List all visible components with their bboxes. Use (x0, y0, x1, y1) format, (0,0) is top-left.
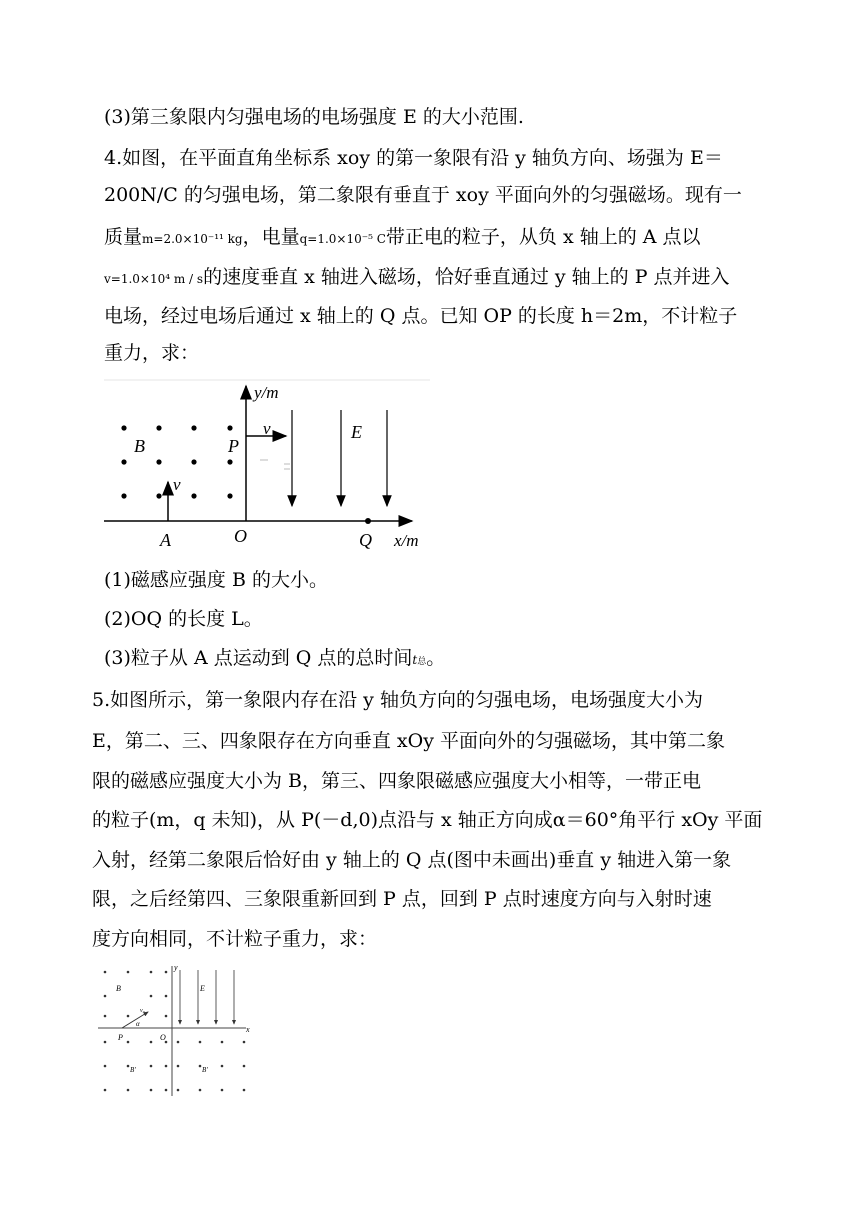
label-q: Q (359, 530, 372, 550)
q4-figure (100, 378, 430, 558)
q3-part3-text: (3)第三象限内匀强电场的电场强度 E 的大小范围. (104, 106, 524, 128)
q5-line-6: 限，之后经第四、三象限重新回到 P 点，回到 P 点时速度方向与入射时速 (92, 888, 712, 910)
q4-line-4 (104, 262, 730, 294)
fig2-x-label: x (246, 1025, 250, 1034)
q4-charge-value: q=1.0×10⁻⁵ C (299, 232, 386, 246)
q4-line-3-rest: 带正电的粒子，从负 x 轴上的 A 点以 (385, 226, 701, 248)
label-v-a: v (173, 475, 181, 494)
q5-figure (94, 960, 260, 1100)
q4-line-6: 重力，求： (104, 342, 200, 364)
fig2-v0-label: v₀ (140, 1008, 145, 1014)
point-q (365, 518, 371, 524)
q4-charge-label: ，电量 (242, 226, 300, 248)
q4-mass-label: 质量 (104, 226, 143, 248)
q4-sub-3-text: (3)粒子从 A 点运动到 Q 点的总时间 (104, 647, 413, 669)
q4-line-4-rest: 的速度垂直 x 轴进入磁场，恰好垂直通过 y 轴上的 P 点并进入 (203, 266, 730, 288)
q5-line-2: E，第二、三、四象限存在方向垂直 xOy 平面向外的匀强磁场，其中第二象 (92, 730, 725, 752)
fig2-p-label: P (118, 1033, 123, 1042)
fig2-b-label: B (116, 984, 121, 993)
q4-velocity-value: v=1.0×10⁴ m / s (104, 272, 204, 286)
t-symbol: t (412, 653, 418, 667)
q4-line-5: 电场，经过电场后通过 x 轴上的 Q 点。已知 OP 的长度 h＝2m，不计粒子 (104, 305, 738, 327)
y-axis-label: y/m (254, 383, 279, 402)
q5-line-4: 的粒子(m，q 未知)，从 P(－d,0)点沿与 x 轴正方向成α＝60°角平行 xOy 平面 (92, 809, 763, 831)
q4-mass-value: m=2.0×10⁻¹¹ kg (142, 232, 243, 246)
field-dots (104, 971, 246, 1092)
label-b: B (134, 436, 145, 456)
q5-line-1: 5.如图所示，第一象限内存在沿 y 轴负方向的匀强电场，电场强度大小为 (92, 689, 703, 711)
label-p: P (228, 436, 239, 456)
v0-arrow (122, 1012, 148, 1028)
q4-sub-2: (2)OQ 的长度 L。 (104, 608, 263, 630)
t-subscript: 总 (417, 657, 427, 667)
q5-line-7: 度方向相同，不计粒子重力，求： (92, 928, 378, 950)
label-a: A (160, 530, 171, 550)
q5-line-5: 入射，经第二象限后恰好由 y 轴上的 Q 点(图中未画出)垂直 y 轴进入第一象 (92, 849, 732, 871)
q4-line-1: 4.如图，在平面直角坐标系 xoy 的第一象限有沿 y 轴负方向、场强为 E＝ (104, 147, 723, 169)
q4-sub-3 (104, 643, 445, 677)
x-axis-label: x/m (394, 531, 419, 550)
q4-sub-3-end: 。 (426, 647, 446, 669)
fig2-y-label: y (174, 963, 178, 972)
fig2-o-label: O (160, 1033, 166, 1042)
q4-line-2: 200N/C 的匀强电场，第二象限有垂直于 xoy 平面向外的匀强磁场。现有一 (104, 184, 742, 206)
q4-line-3 (104, 222, 701, 254)
label-e: E (351, 422, 362, 442)
fig2-b-prime-label-right: B' (202, 1066, 208, 1074)
fig2-e-label: E (200, 984, 205, 993)
label-o: O (234, 526, 247, 546)
q5-line-3: 限的磁感应强度大小为 B，第三、四象限磁感应强度大小相等，一带正电 (92, 770, 702, 792)
fig2-alpha-label: α (136, 1020, 140, 1028)
label-v-p: v (263, 419, 271, 438)
fig2-b-prime-label-left: B' (130, 1066, 136, 1074)
q4-sub-1: (1)磁感应强度 B 的大小。 (104, 569, 328, 591)
